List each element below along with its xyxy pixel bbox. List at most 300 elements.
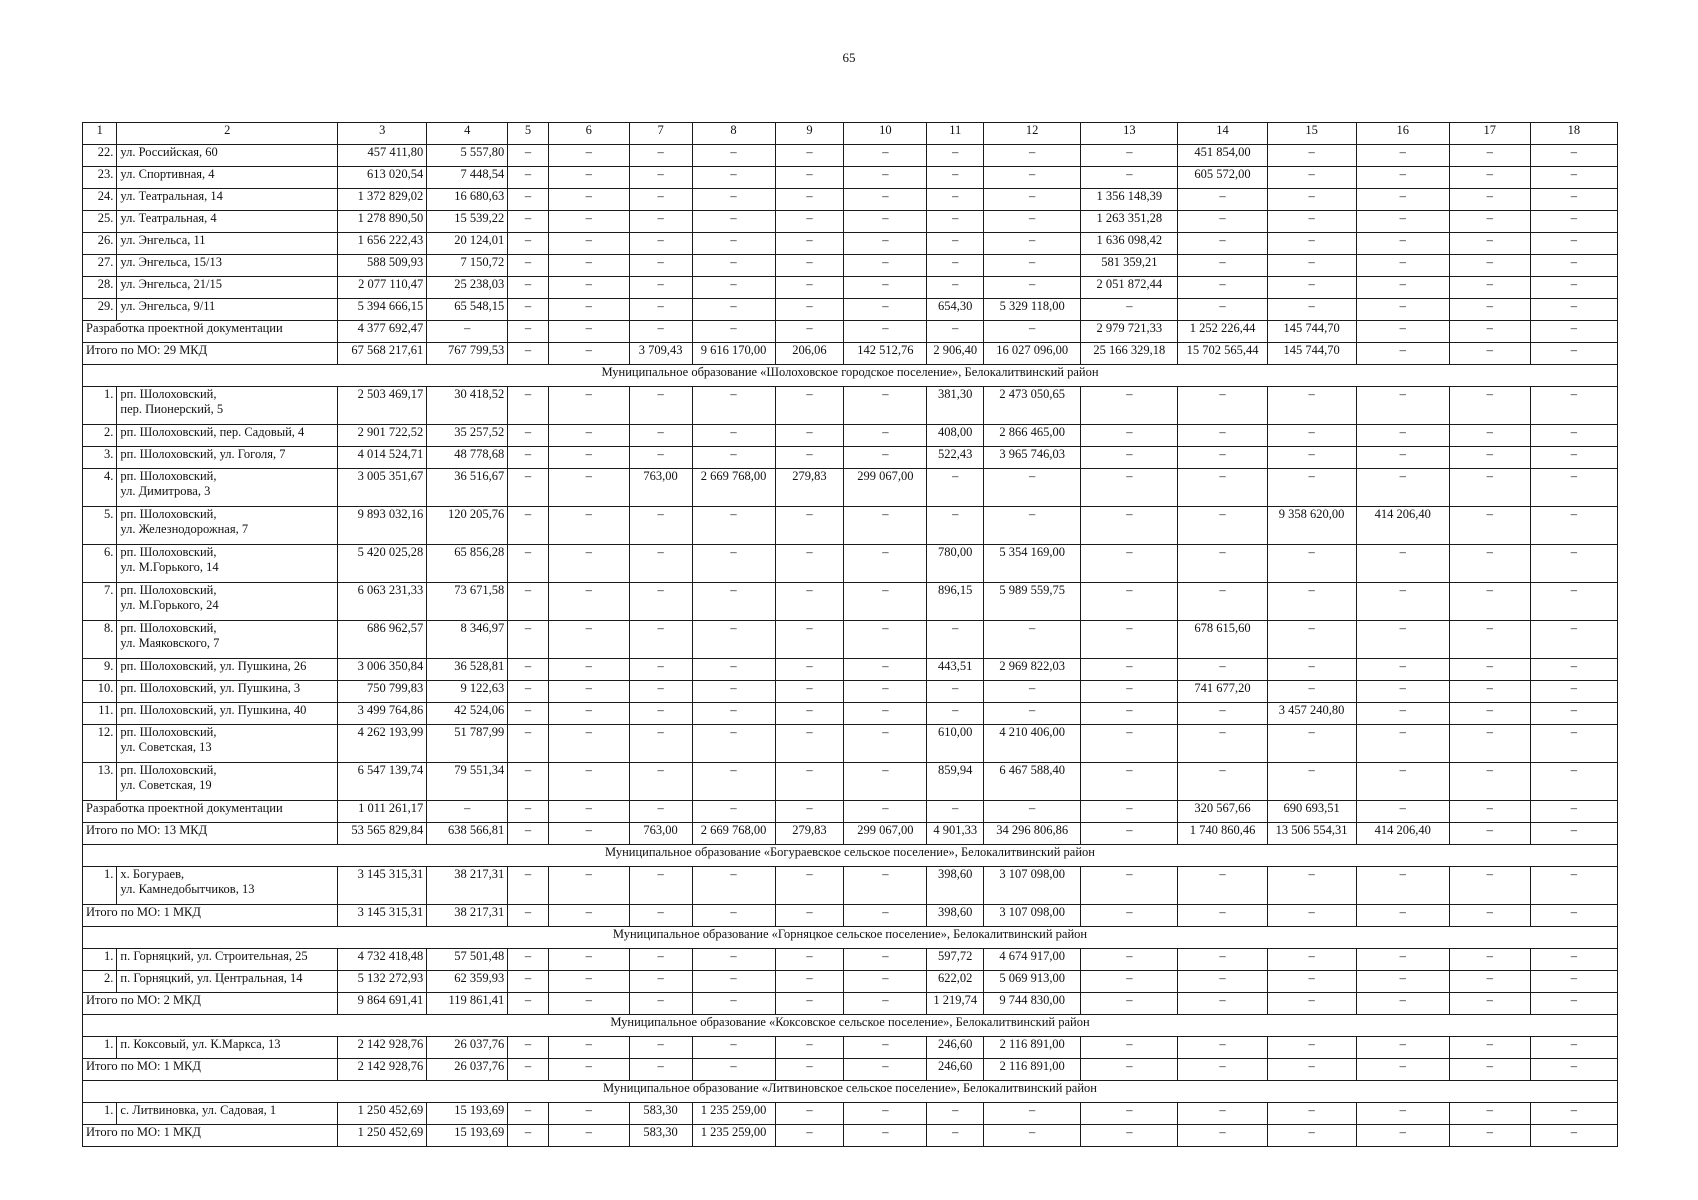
table-cell: 16 680,63 — [427, 189, 508, 211]
table-cell: – — [548, 867, 629, 905]
table-cell: – — [844, 507, 927, 545]
summary-row — [83, 1125, 1618, 1147]
table-cell: – — [927, 681, 984, 703]
table-cell: 2 473 050,65 — [984, 387, 1081, 425]
table-cell: – — [1530, 447, 1617, 469]
table-cell: – — [1267, 681, 1356, 703]
table-cell: – — [508, 763, 549, 801]
table-cell: 7 150,72 — [427, 255, 508, 277]
address-cell: рп. Шолоховский, ул. Маяковского, 7 — [117, 621, 338, 659]
table-cell: – — [508, 681, 549, 703]
table-cell: – — [1178, 659, 1267, 681]
table-cell: – — [844, 763, 927, 801]
table-cell: 67 568 217,61 — [338, 343, 427, 365]
address-cell: ул. Энгельса, 15/13 — [117, 255, 338, 277]
table-cell: – — [508, 971, 549, 993]
table-cell: – — [692, 583, 775, 621]
row-number: 22. — [83, 145, 117, 167]
column-header: 12 — [984, 123, 1081, 145]
table-cell: 2 142 928,76 — [338, 1059, 427, 1081]
table-cell: – — [1178, 255, 1267, 277]
table-cell: – — [775, 681, 844, 703]
table-cell: 408,00 — [927, 425, 984, 447]
table-cell: – — [927, 1103, 984, 1125]
table-cell: – — [1530, 725, 1617, 763]
column-header: 13 — [1081, 123, 1178, 145]
table-cell: 26 037,76 — [427, 1059, 508, 1081]
table-cell: – — [1267, 725, 1356, 763]
table-cell: – — [1081, 905, 1178, 927]
table-cell: – — [844, 867, 927, 905]
table-cell: – — [508, 145, 549, 167]
address-cell: п. Горняцкий, ул. Строительная, 25 — [117, 949, 338, 971]
table-cell: 896,15 — [927, 583, 984, 621]
table-cell: 53 565 829,84 — [338, 823, 427, 845]
table-cell: – — [1449, 189, 1530, 211]
column-header: 14 — [1178, 123, 1267, 145]
table-cell: 1 372 829,02 — [338, 189, 427, 211]
row-number: 27. — [83, 255, 117, 277]
table-cell: – — [508, 867, 549, 905]
table-cell: – — [1267, 1037, 1356, 1059]
table-cell: – — [548, 507, 629, 545]
table-cell: – — [1178, 211, 1267, 233]
summary-label: Итого по МО: 1 МКД — [83, 905, 338, 927]
table-cell: – — [1081, 299, 1178, 321]
table-cell: – — [775, 659, 844, 681]
table-cell: – — [1449, 387, 1530, 425]
table-cell: 206,06 — [775, 343, 844, 365]
table-cell: – — [1178, 189, 1267, 211]
section-header-row — [83, 365, 1618, 387]
table-cell: – — [1267, 255, 1356, 277]
table-cell: 414 206,40 — [1356, 507, 1449, 545]
table-cell: – — [1356, 425, 1449, 447]
table-cell: – — [1530, 507, 1617, 545]
table-cell: – — [1449, 545, 1530, 583]
summary-label: Разработка проектной документации — [83, 321, 338, 343]
table-row — [83, 1037, 1618, 1059]
table-cell: – — [629, 425, 692, 447]
table-cell: – — [1356, 583, 1449, 621]
address-cell: рп. Шолоховский, ул. Советская, 19 — [117, 763, 338, 801]
table-cell: – — [548, 425, 629, 447]
table-cell: – — [844, 167, 927, 189]
table-cell: – — [427, 801, 508, 823]
summary-row — [83, 801, 1618, 823]
table-cell: – — [548, 621, 629, 659]
table-cell: 36 528,81 — [427, 659, 508, 681]
table-cell: – — [1178, 993, 1267, 1015]
table-cell: 1 011 261,17 — [338, 801, 427, 823]
row-number: 25. — [83, 211, 117, 233]
table-cell: – — [508, 703, 549, 725]
table-cell: – — [1356, 993, 1449, 1015]
address-cell: ул. Театральная, 14 — [117, 189, 338, 211]
table-cell: – — [1267, 867, 1356, 905]
table-cell: 2 669 768,00 — [692, 469, 775, 507]
table-cell: – — [1081, 681, 1178, 703]
table-cell: 4 210 406,00 — [984, 725, 1081, 763]
table-row — [83, 703, 1618, 725]
table-cell: – — [508, 321, 549, 343]
table-cell: – — [692, 145, 775, 167]
table-cell: 246,60 — [927, 1037, 984, 1059]
table-cell: – — [548, 703, 629, 725]
row-number: 6. — [83, 545, 117, 583]
row-number: 7. — [83, 583, 117, 621]
table-row — [83, 725, 1618, 763]
table-cell: 16 027 096,00 — [984, 343, 1081, 365]
table-cell: – — [775, 583, 844, 621]
table-cell: 1 636 098,42 — [1081, 233, 1178, 255]
table-cell: 142 512,76 — [844, 343, 927, 365]
table-cell: 3 145 315,31 — [338, 867, 427, 905]
table-cell: – — [927, 801, 984, 823]
table-cell: – — [1530, 211, 1617, 233]
table-cell: – — [692, 703, 775, 725]
table-cell: 414 206,40 — [1356, 823, 1449, 845]
table-cell: – — [775, 949, 844, 971]
row-number: 13. — [83, 763, 117, 801]
table-cell: – — [927, 703, 984, 725]
table-cell: – — [1530, 583, 1617, 621]
row-number: 2. — [83, 425, 117, 447]
table-cell: – — [427, 321, 508, 343]
table-cell: – — [927, 211, 984, 233]
table-cell: – — [1081, 993, 1178, 1015]
table-cell: – — [1081, 867, 1178, 905]
table-cell: – — [629, 545, 692, 583]
section-title: Муниципальное образование «Шолоховское городское поселение», Белокалитвинский район — [83, 365, 1618, 387]
column-header: 10 — [844, 123, 927, 145]
table-cell: – — [1356, 801, 1449, 823]
table-cell: – — [1356, 545, 1449, 583]
table-cell: – — [844, 1059, 927, 1081]
table-cell: – — [775, 447, 844, 469]
table-cell: – — [629, 211, 692, 233]
table-cell: 522,43 — [927, 447, 984, 469]
table-cell: – — [775, 233, 844, 255]
table-cell: 4 901,33 — [927, 823, 984, 845]
table-cell: – — [1081, 583, 1178, 621]
table-cell: – — [1530, 233, 1617, 255]
table-cell: 15 539,22 — [427, 211, 508, 233]
table-cell: – — [508, 469, 549, 507]
summary-row — [83, 343, 1618, 365]
table-cell: – — [548, 447, 629, 469]
table-cell: – — [775, 211, 844, 233]
table-cell: – — [1530, 1059, 1617, 1081]
table-cell: – — [1356, 971, 1449, 993]
table-cell: – — [1081, 545, 1178, 583]
table-cell: – — [775, 145, 844, 167]
column-header: 8 — [692, 123, 775, 145]
table-cell: – — [1178, 1059, 1267, 1081]
table-cell: – — [844, 725, 927, 763]
table-cell: 1 356 148,39 — [1081, 189, 1178, 211]
table-cell: – — [629, 447, 692, 469]
summary-label: Итого по МО: 1 МКД — [83, 1059, 338, 1081]
table-cell: – — [692, 905, 775, 927]
table-cell: – — [1449, 145, 1530, 167]
table-cell: – — [1449, 233, 1530, 255]
table-cell: – — [844, 1103, 927, 1125]
table-cell: – — [629, 299, 692, 321]
table-cell: 5 354 169,00 — [984, 545, 1081, 583]
table-cell: – — [1530, 1103, 1617, 1125]
table-cell: – — [508, 387, 549, 425]
table-cell: – — [844, 971, 927, 993]
summary-label: Разработка проектной документации — [83, 801, 338, 823]
column-header: 1 — [83, 123, 117, 145]
table-cell: 678 615,60 — [1178, 621, 1267, 659]
table-row — [83, 299, 1618, 321]
table-cell: 119 861,41 — [427, 993, 508, 1015]
table-cell: – — [1356, 1103, 1449, 1125]
table-cell: – — [1356, 255, 1449, 277]
table-cell: – — [548, 469, 629, 507]
table-cell: 3 145 315,31 — [338, 905, 427, 927]
table-cell: – — [1356, 145, 1449, 167]
table-cell: – — [548, 583, 629, 621]
table-cell: – — [844, 425, 927, 447]
table-cell: 588 509,93 — [338, 255, 427, 277]
table-cell: 2 503 469,17 — [338, 387, 427, 425]
table-cell: – — [775, 971, 844, 993]
table-cell: 763,00 — [629, 469, 692, 507]
table-cell: 79 551,34 — [427, 763, 508, 801]
summary-row — [83, 905, 1618, 927]
table-cell: 26 037,76 — [427, 1037, 508, 1059]
table-cell: – — [775, 801, 844, 823]
table-cell: – — [927, 167, 984, 189]
column-header: 5 — [508, 123, 549, 145]
table-cell: – — [775, 867, 844, 905]
table-cell: – — [1267, 469, 1356, 507]
address-cell: рп. Шолоховский, ул. Гоголя, 7 — [117, 447, 338, 469]
table-cell: – — [1449, 1125, 1530, 1147]
table-cell: – — [1267, 233, 1356, 255]
table-cell: – — [1356, 621, 1449, 659]
table-cell: 1 252 226,44 — [1178, 321, 1267, 343]
table-cell: – — [1356, 447, 1449, 469]
table-cell: – — [1178, 763, 1267, 801]
table-cell: – — [508, 299, 549, 321]
table-cell: – — [1267, 447, 1356, 469]
table-cell: – — [1081, 387, 1178, 425]
address-cell: рп. Шолоховский, пер. Пионерский, 5 — [117, 387, 338, 425]
table-cell: – — [629, 949, 692, 971]
table-cell: – — [1356, 681, 1449, 703]
table-cell: 457 411,80 — [338, 145, 427, 167]
table-cell: – — [1530, 971, 1617, 993]
header-row — [83, 123, 1618, 145]
table-cell: – — [548, 299, 629, 321]
address-cell: ул. Российская, 60 — [117, 145, 338, 167]
column-header: 4 — [427, 123, 508, 145]
table-cell: 583,30 — [629, 1103, 692, 1125]
table-cell: – — [775, 189, 844, 211]
table-cell: – — [629, 905, 692, 927]
table-cell: – — [629, 659, 692, 681]
row-number: 10. — [83, 681, 117, 703]
address-cell: рп. Шолоховский, пер. Садовый, 4 — [117, 425, 338, 447]
table-cell: – — [775, 387, 844, 425]
table-cell: – — [548, 659, 629, 681]
table-row — [83, 971, 1618, 993]
table-cell: – — [1530, 167, 1617, 189]
table-row — [83, 507, 1618, 545]
table-cell: – — [1267, 949, 1356, 971]
table-cell: – — [1178, 583, 1267, 621]
table-cell: – — [692, 1059, 775, 1081]
table-cell: – — [984, 233, 1081, 255]
page-number: 65 — [842, 50, 856, 65]
table-cell: – — [1449, 823, 1530, 845]
table-row — [83, 189, 1618, 211]
table-cell: – — [927, 621, 984, 659]
table-cell: – — [548, 189, 629, 211]
table-cell: – — [984, 1103, 1081, 1125]
table-cell: – — [1267, 545, 1356, 583]
table-cell: – — [692, 189, 775, 211]
table-cell: – — [1178, 905, 1267, 927]
row-number: 26. — [83, 233, 117, 255]
table-cell: – — [629, 993, 692, 1015]
table-cell: 15 193,69 — [427, 1103, 508, 1125]
table-cell: – — [1449, 507, 1530, 545]
table-cell: – — [1267, 387, 1356, 425]
table-cell: – — [1081, 145, 1178, 167]
table-cell: – — [692, 255, 775, 277]
table-cell: 2 979 721,33 — [1081, 321, 1178, 343]
address-cell: рп. Шолоховский, ул. М.Горького, 14 — [117, 545, 338, 583]
table-cell: 610,00 — [927, 725, 984, 763]
table-cell: – — [984, 469, 1081, 507]
table-cell: – — [692, 993, 775, 1015]
table-cell: – — [1081, 425, 1178, 447]
table-cell: 6 063 231,33 — [338, 583, 427, 621]
table-cell: – — [1267, 145, 1356, 167]
table-cell: – — [1356, 725, 1449, 763]
table-cell: 622,02 — [927, 971, 984, 993]
table-cell: 65 856,28 — [427, 545, 508, 583]
table-cell: – — [927, 233, 984, 255]
table-cell: – — [508, 823, 549, 845]
table-cell: – — [548, 211, 629, 233]
table-cell: – — [508, 993, 549, 1015]
table-cell: – — [629, 867, 692, 905]
table-cell: – — [692, 801, 775, 823]
table-cell: 9 893 032,16 — [338, 507, 427, 545]
table-cell: – — [1530, 993, 1617, 1015]
table-cell: 9 864 691,41 — [338, 993, 427, 1015]
table-cell: – — [1267, 1125, 1356, 1147]
data-table — [82, 122, 1618, 1147]
table-cell: – — [1449, 993, 1530, 1015]
table-cell: – — [508, 545, 549, 583]
table-cell: – — [1530, 763, 1617, 801]
table-cell: – — [629, 703, 692, 725]
table-cell: 3 499 764,86 — [338, 703, 427, 725]
table-cell: – — [984, 1125, 1081, 1147]
table-cell: – — [629, 233, 692, 255]
table-cell: 62 359,93 — [427, 971, 508, 993]
table-cell: – — [1178, 299, 1267, 321]
table-cell: – — [1449, 905, 1530, 927]
table-cell: 3 457 240,80 — [1267, 703, 1356, 725]
table-cell: – — [927, 145, 984, 167]
table-cell: – — [1449, 1103, 1530, 1125]
table-cell: 605 572,00 — [1178, 167, 1267, 189]
table-cell: 145 744,70 — [1267, 321, 1356, 343]
table-cell: 1 219,74 — [927, 993, 984, 1015]
row-number: 12. — [83, 725, 117, 763]
table-cell: – — [1449, 621, 1530, 659]
table-cell: – — [1267, 167, 1356, 189]
column-header: 18 — [1530, 123, 1617, 145]
table-cell: – — [1081, 949, 1178, 971]
table-cell: – — [629, 971, 692, 993]
table-cell: 5 069 913,00 — [984, 971, 1081, 993]
table-cell: – — [1356, 299, 1449, 321]
row-number: 9. — [83, 659, 117, 681]
table-cell: – — [1178, 867, 1267, 905]
address-cell: рп. Шолоховский, ул. Пушкина, 40 — [117, 703, 338, 725]
table-cell: – — [1267, 425, 1356, 447]
table-cell: – — [1267, 659, 1356, 681]
table-cell: – — [629, 801, 692, 823]
address-cell: х. Богураев, ул. Камнедобытчиков, 13 — [117, 867, 338, 905]
table-cell: 1 250 452,69 — [338, 1103, 427, 1125]
table-cell: – — [1449, 299, 1530, 321]
summary-row — [83, 993, 1618, 1015]
table-cell: 767 799,53 — [427, 343, 508, 365]
table-cell: – — [1449, 211, 1530, 233]
column-header: 16 — [1356, 123, 1449, 145]
table-cell: – — [1356, 387, 1449, 425]
table-cell: 581 359,21 — [1081, 255, 1178, 277]
table-cell: – — [1178, 277, 1267, 299]
table-cell: – — [1449, 971, 1530, 993]
table-cell: – — [1267, 299, 1356, 321]
table-cell: – — [775, 1125, 844, 1147]
table-cell: 38 217,31 — [427, 905, 508, 927]
table-cell: 9 122,63 — [427, 681, 508, 703]
table-cell: 299 067,00 — [844, 823, 927, 845]
table-cell: 613 020,54 — [338, 167, 427, 189]
table-row — [83, 145, 1618, 167]
table-cell: – — [548, 905, 629, 927]
table-cell: 1 235 259,00 — [692, 1125, 775, 1147]
table-cell: – — [1267, 211, 1356, 233]
summary-label: Итого по МО: 2 МКД — [83, 993, 338, 1015]
table-cell: – — [775, 425, 844, 447]
table-cell: – — [508, 233, 549, 255]
table-row — [83, 255, 1618, 277]
column-header: 2 — [117, 123, 338, 145]
table-cell: – — [548, 387, 629, 425]
table-cell: 3 709,43 — [629, 343, 692, 365]
table-cell: – — [844, 621, 927, 659]
section-header-row — [83, 845, 1618, 867]
table-cell: 638 566,81 — [427, 823, 508, 845]
table-row — [83, 167, 1618, 189]
table-cell: 145 744,70 — [1267, 343, 1356, 365]
table-cell: – — [1178, 949, 1267, 971]
table-cell: 15 193,69 — [427, 1125, 508, 1147]
